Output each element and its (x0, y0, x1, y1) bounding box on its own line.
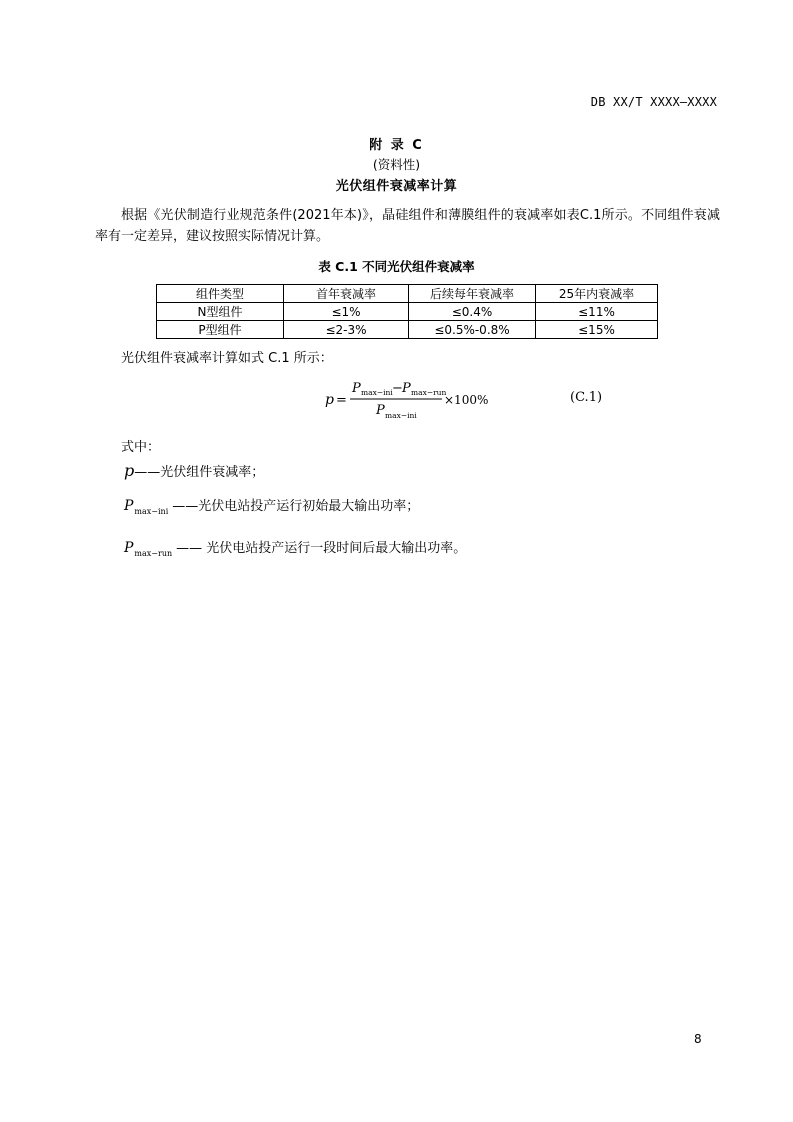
definition-text: ——光伏电站投产运行初始最大输出功率； (172, 499, 420, 514)
equation-number: (C.1) (570, 390, 603, 405)
table-row (157, 321, 658, 339)
definition-text: ——光伏组件衰减率； (134, 465, 265, 480)
definition-symbol: p (124, 461, 135, 480)
formula-lhs: p (325, 392, 334, 408)
appendix-nature: (资料性) (372, 157, 421, 172)
formula-num-a: P (352, 381, 361, 396)
formula-num-b-sub: max−run (411, 388, 447, 397)
table-row (157, 303, 658, 321)
definition-item (124, 537, 466, 556)
formula-intro: 光伏组件衰减率计算如式 C.1 所示： (121, 351, 333, 366)
definition-item (124, 495, 419, 514)
table-cell: ≤11% (536, 303, 658, 321)
definition-text: —— 光伏电站投产运行一段时间后最大输出功率。 (176, 541, 467, 556)
table-cell: P型组件 (157, 321, 284, 339)
formula-den: P (376, 403, 385, 418)
standard-code: DB XX/T XXXX—XXXX (590, 95, 717, 109)
definition-item (124, 461, 264, 480)
formula-multiplier: ×100% (444, 393, 489, 407)
table-header-row (157, 285, 658, 303)
intro-paragraph: 根据《光伏制造行业规范条件(2021年本)》，晶硅组件和薄膜组件的衰减率如表C.1所示。不同组件衰减率有一定差异，建议按照实际情况计算。 (95, 208, 720, 244)
formula-den-sub: max−ini (385, 411, 417, 420)
table-header-cell: 首年衰减率 (284, 285, 409, 303)
table-caption: 表 C.1 不同光伏组件衰减率 (318, 259, 475, 274)
definition-subscript: max−ini (134, 507, 169, 516)
where-label: 式中： (121, 440, 161, 455)
page-number: 8 (694, 1032, 702, 1046)
appendix-label: 附 录 C (369, 138, 424, 153)
definition-symbol: P (124, 540, 134, 556)
definition-symbol: P (124, 498, 134, 514)
degradation-table (156, 284, 658, 339)
table-cell: ≤1% (284, 303, 409, 321)
table-cell: ≤0.5%-0.8% (409, 321, 536, 339)
formula-minus: − (392, 381, 403, 396)
table-cell: ≤15% (536, 321, 658, 339)
table-header-cell: 25年内衰减率 (536, 285, 658, 303)
table-cell: ≤0.4% (409, 303, 536, 321)
table-cell: ≤2-3% (284, 321, 409, 339)
table-cell: N型组件 (157, 303, 284, 321)
formula-num-b: P (402, 381, 411, 396)
table-header-cell: 后续每年衰减率 (409, 285, 536, 303)
degradation-formula (325, 378, 525, 424)
formula-num-a-sub: max−ini (361, 388, 393, 397)
appendix-title: 光伏组件衰减率计算 (335, 179, 458, 194)
formula-equals: = (336, 393, 347, 408)
definition-subscript: max−run (134, 549, 173, 558)
table-header-cell: 组件类型 (157, 285, 284, 303)
